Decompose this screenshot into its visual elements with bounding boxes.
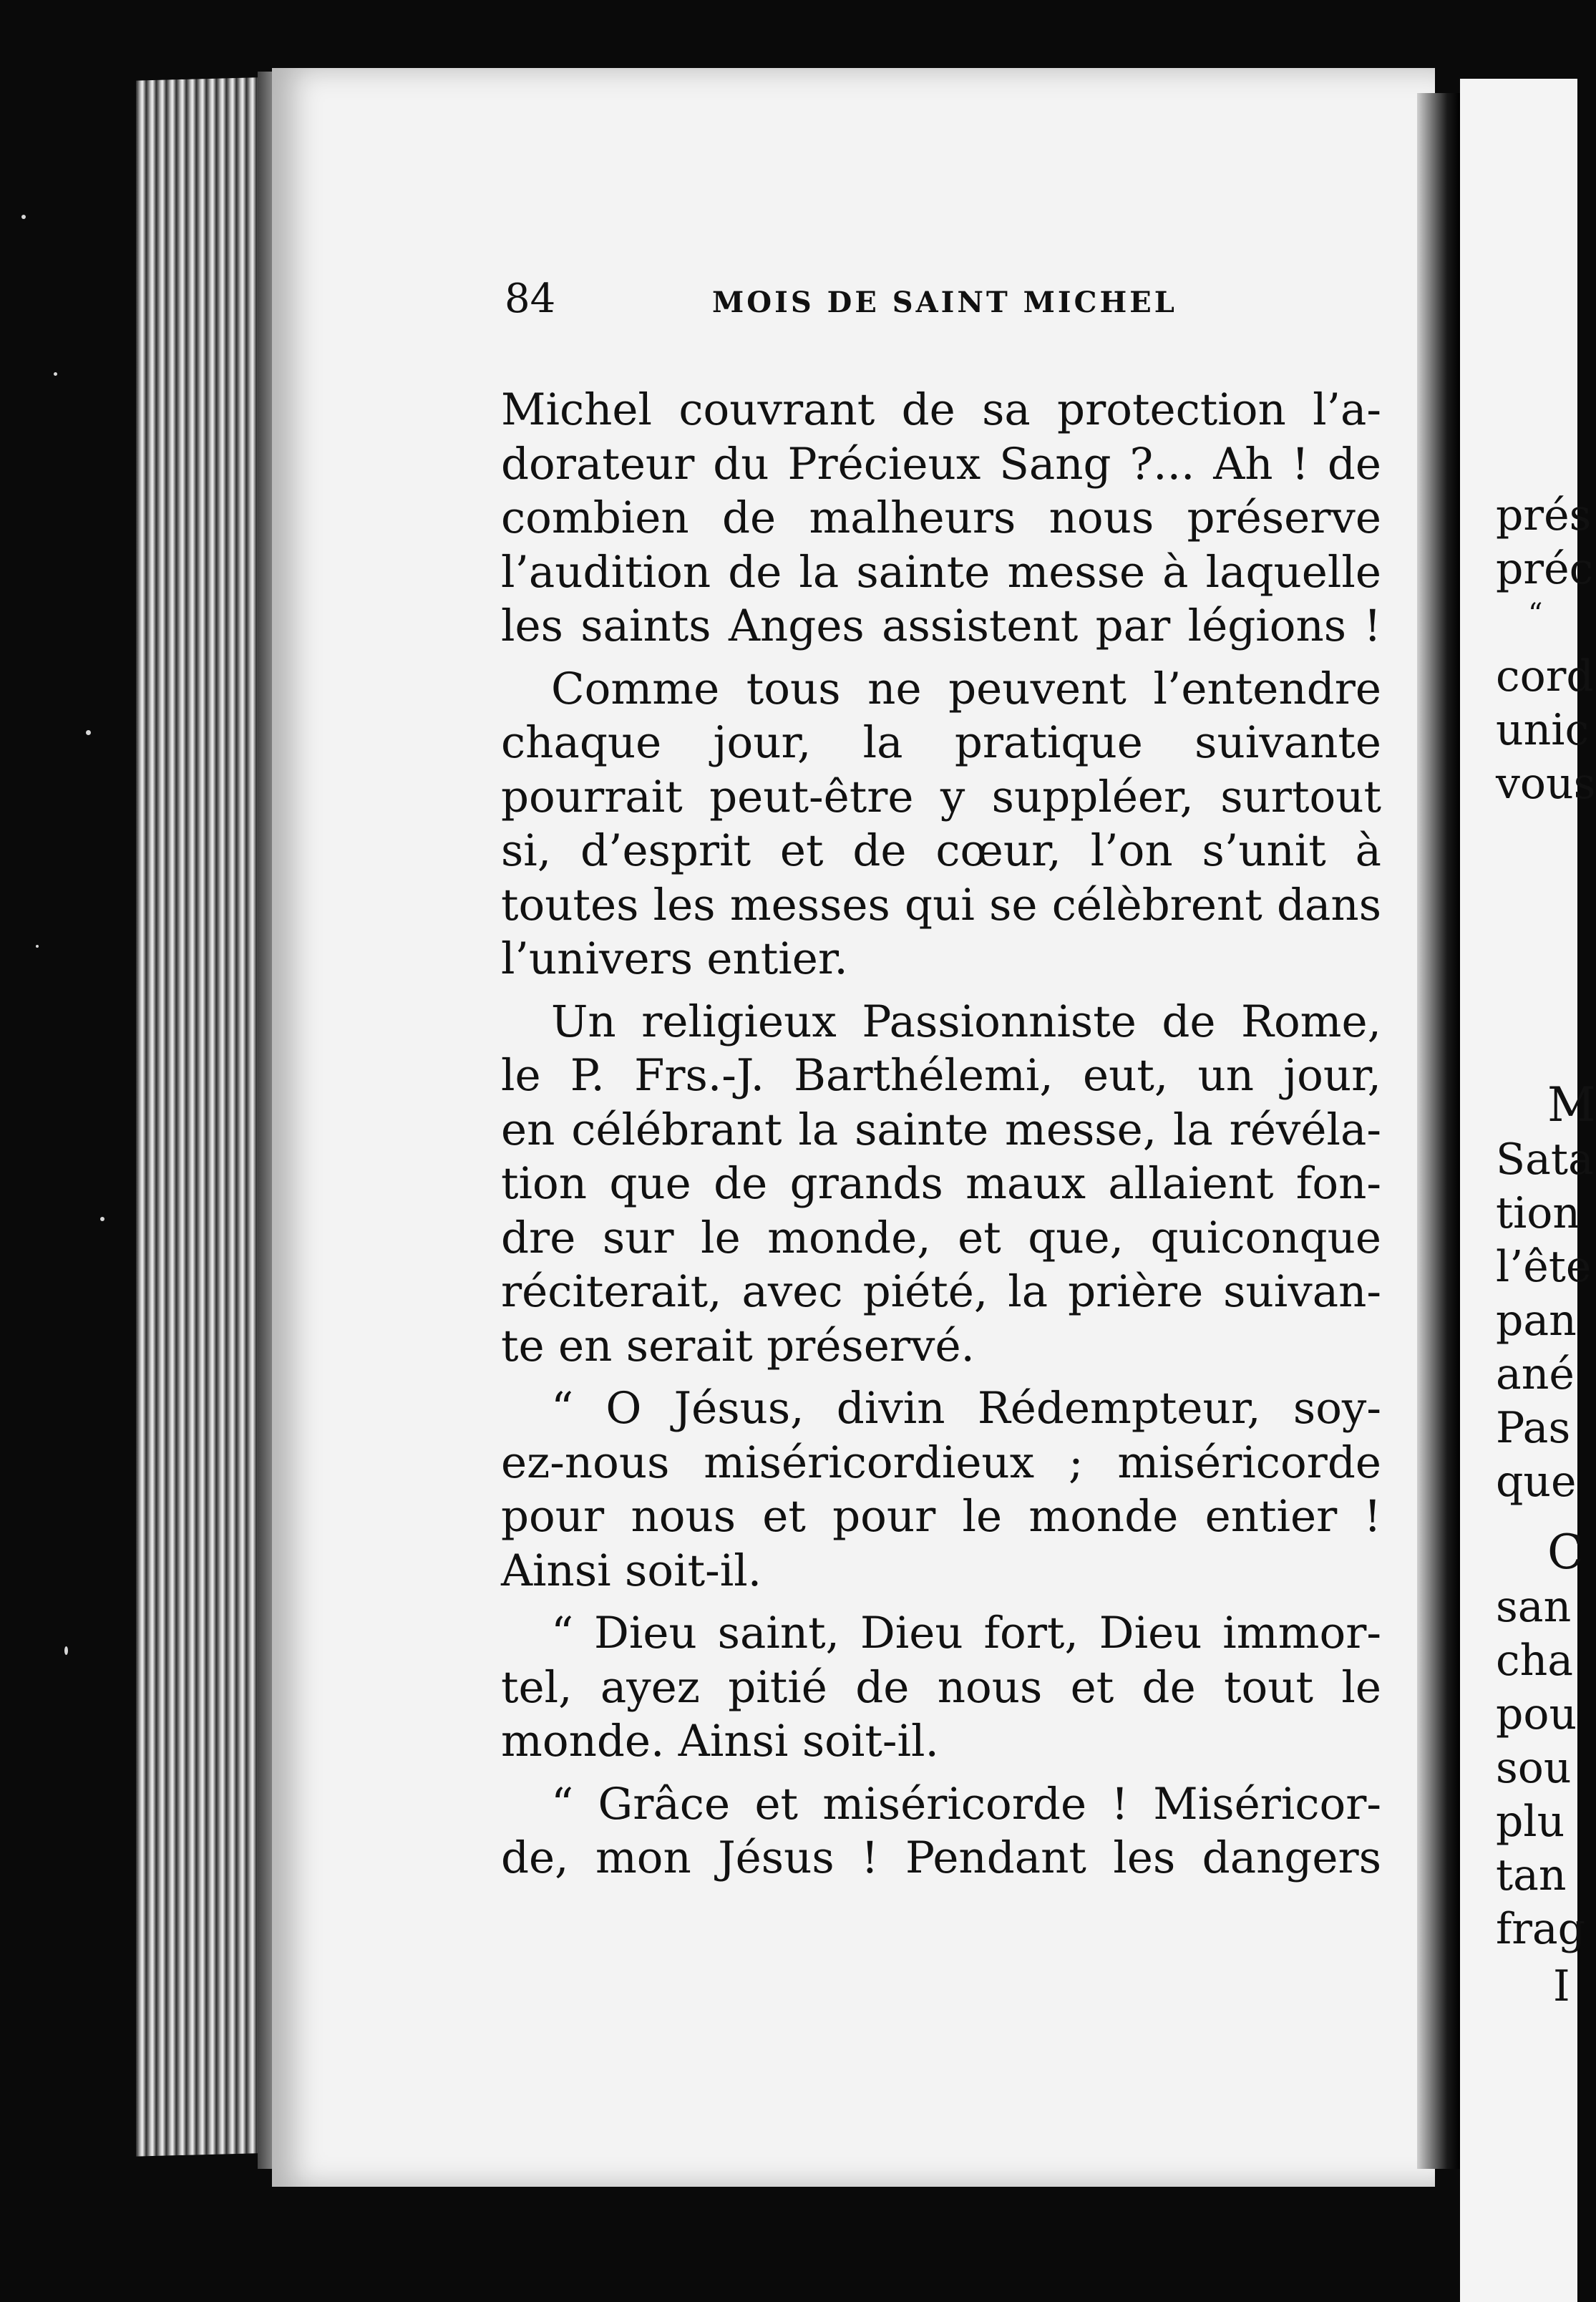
text-line: dorateur du Précieux Sang ?... Ah ! de [501,438,1381,490]
facing-page-fragment: tan [1496,1850,1567,1900]
text-line: Michel couvrant de sa protection l’a- [501,384,1381,435]
text-line: Ainsi soit-il. [501,1545,762,1596]
page-body [501,383,1381,1894]
scan-speckle [21,215,26,219]
page-number: 84 [505,276,556,322]
facing-page-fragment: Pas [1496,1403,1571,1453]
text-line: “ Dieu saint, Dieu fort, Dieu immor- [551,1608,1381,1658]
text-line: de, mon Jésus ! Pendant les dangers [501,1832,1381,1883]
scan-speckle [64,1646,68,1655]
text-line: Comme tous ne peuvent l’entendre [551,663,1381,714]
facing-page-fragment: vous [1496,759,1596,809]
text-line: ez-nous miséricordieux ; miséricorde [501,1437,1381,1488]
text-line: dre sur le monde, et que, quiconque [501,1212,1381,1263]
facing-page-fragment: préc [1496,544,1594,594]
text-line: si, d’esprit et de cœur, l’on s’unit à [501,825,1381,876]
facing-page-fragment: sou [1496,1743,1572,1793]
text-line: le P. Frs.-J. Barthélemi, eut, un jour, [501,1050,1381,1101]
text-line: te en serait préservé. [501,1320,975,1371]
facing-page-fragment: san [1496,1582,1572,1632]
text-line: toutes les messes qui se célèbrent dans [501,879,1381,931]
facing-page-fragment: I [1553,1961,1570,2011]
facing-page-fragment: frag [1496,1904,1586,1954]
text-line: Un religieux Passionniste de Rome, [551,996,1381,1047]
facing-page-fragment: cord [1496,651,1594,701]
scan-speckle [36,945,39,948]
text-line: tel, ayez pitié de nous et de tout le [501,1661,1381,1713]
text-line: chaque jour, la pratique suivante [501,717,1381,768]
paragraph [501,662,1381,986]
facing-page-fragment: Sata [1496,1135,1594,1185]
paragraph [501,1777,1381,1885]
running-head: MOIS DE SAINT MICHEL [712,286,1177,319]
facing-page-fragment: prés [1496,490,1592,540]
text-line: “ Grâce et miséricorde ! Miséricor- [551,1778,1381,1830]
facing-page-fragment: ané [1496,1349,1575,1399]
facing-page-fragment: pan [1496,1296,1577,1346]
facing-page [1460,79,1596,2302]
facing-page-fragment: pou [1496,1689,1577,1739]
scan-speckle [54,372,57,376]
text-line: les saints Anges assistent par légions ! [501,601,1381,651]
facing-page-fragment: “ [1528,598,1543,631]
facing-page-fragment: tion [1496,1188,1581,1238]
facing-page-fragment: plu [1496,1797,1565,1847]
book-gutter [1417,93,1460,2169]
text-line: pourrait peut-être y suppléer, surtout [501,771,1381,822]
facing-page-fragment: l’ête [1496,1242,1592,1292]
text-line: monde. Ainsi soit-il. [501,1716,939,1767]
facing-page-fragment: cha [1496,1636,1574,1686]
paragraph [501,1606,1381,1769]
scan-speckle [86,730,91,735]
facing-page-fragment: que [1496,1457,1577,1507]
scan-speckle [100,1217,104,1221]
text-line: pour nous et pour le monde entier ! [501,1491,1381,1542]
text-line: tion que de grands maux allaient fon- [501,1158,1381,1209]
text-line: l’audition de la sainte messe à laquelle [501,546,1381,598]
paragraph [501,383,1381,654]
paragraph [501,995,1381,1374]
text-line: l’univers entier. [501,933,848,984]
text-line: “ O Jésus, divin Rédempteur, soy- [551,1383,1381,1434]
text-line: combien de malheurs nous préserve [501,492,1381,543]
facing-page-fragment: M [1547,1077,1596,1132]
facing-page-fragment: unic [1496,705,1590,755]
paragraph [501,1381,1381,1598]
page-header [505,276,1220,333]
text-line: réciterait, avec piété, la prière suivan- [501,1266,1381,1317]
facing-page-fragment: C [1547,1525,1584,1580]
text-line: en célébrant la sainte messe, la révéla- [501,1104,1381,1155]
